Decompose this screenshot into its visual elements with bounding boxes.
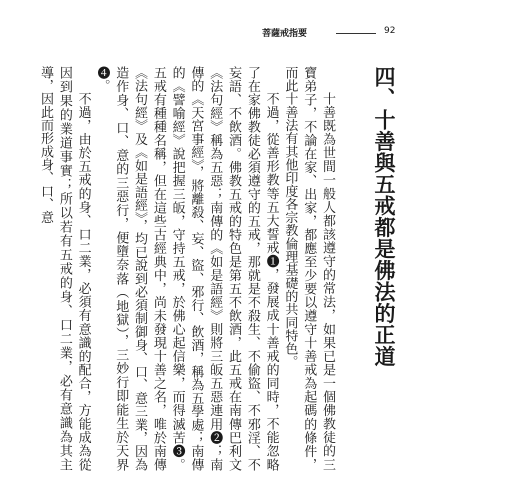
paragraph-2: 不過，從善形教等五大誓戒❶，發展成十善戒的同時，不能忽略了在家佛教徒必須遵守的五戒，那就是不殺生、不偷盜、不邪淫、不妄語、不飲酒。佛教五戒的特色是第五不飲酒，此五戒在南傳巴利文《法句經》稱為五惡；南傳的《如是語經》則將三皈五惡連用❷；南傳的《天宮事經》，將離殺、妄、盜、邪行、飲酒，稱為五學處；南傳的《譬喻經》說把握三皈，守持五戒，於佛心起信樂，而得滅苦❸。五戒有種種名稱，但在這些古經典中，尚未發現十善之名，唯於南傳《法句經》及《如是語經》，均已說到必須制御身、口、意三業，因為造作身、口、意的三惡行，便墮奈落（地獄），三妙行即能生於天界❹。 (94, 66, 279, 471)
header-rule (336, 33, 376, 34)
book-title: 菩薩戒指要 (262, 29, 308, 39)
paragraph-3: 不過，由於五戒的身、口二業，必須有意識的配合，方能成為從因到果的業道事實；所以若有五戒的身、口二業，必有意識為其主導，因此而形成身、口、意 (38, 66, 91, 471)
running-header (0, 26, 520, 40)
body-text (38, 66, 336, 471)
page-number: 92 (384, 26, 396, 36)
paragraph-1: 十善既為世間一般人都該遵守的常法，如果已是一個佛教徒的三寶弟子，不論在家、出家，都應至少要以遵守十善戒為起碼的條件，而此十善法有其他印度各宗教倫理基礎的共同特色。 (282, 66, 335, 471)
section-heading: 四、十善與五戒都是佛法的正道 (372, 66, 396, 367)
